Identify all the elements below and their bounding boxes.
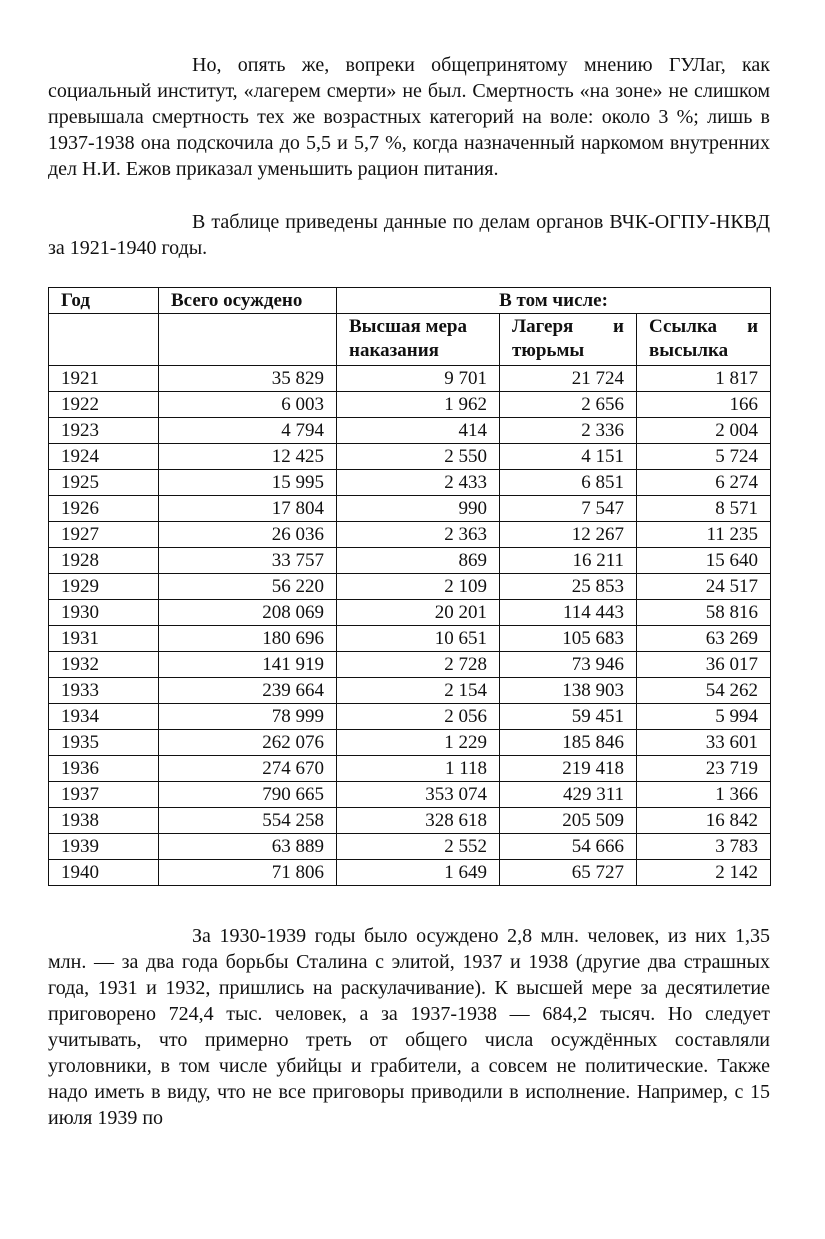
cell-exile: 33 601: [637, 730, 771, 756]
cell-camps: 21 724: [500, 366, 637, 392]
table-row: [49, 808, 771, 834]
cell-exile: 16 842: [637, 808, 771, 834]
table-row: [49, 600, 771, 626]
paragraph-gulag-mortality: Но, опять же, вопреки общепринятому мнению ГУЛаг, как социальный институт, «лагерем смерти» не был. Смертность «на зоне» не слишком превышала смертность тех же возрастных категорий на воле: около 3 %; лишь в 1937-1938 она подскочила до 5,5 и 5,7 %, когда назначенный наркомом внутренних дел Н.И. Ежов приказал уменьшить рацион питания.: [48, 54, 770, 180]
header-total: Всего осуждено: [159, 288, 337, 314]
cell-exile: 5 994: [637, 704, 771, 730]
cell-year: 1925: [49, 470, 159, 496]
cell-death: 1 962: [337, 392, 500, 418]
cell-total: 12 425: [159, 444, 337, 470]
cell-total: 78 999: [159, 704, 337, 730]
header-exile-line2: высылка: [649, 340, 729, 361]
cell-exile: 6 274: [637, 470, 771, 496]
cell-exile: 3 783: [637, 834, 771, 860]
header-death-penalty-line1: Высшая мера: [349, 316, 467, 337]
cell-exile: 2 004: [637, 418, 771, 444]
cell-year: 1929: [49, 574, 159, 600]
cell-exile: 63 269: [637, 626, 771, 652]
header-death-penalty-line2: наказания: [349, 340, 439, 361]
subheader-empty-total: [159, 314, 337, 366]
table-row: [49, 392, 771, 418]
cell-year: 1932: [49, 652, 159, 678]
subheader-empty-year: [49, 314, 159, 366]
table-row: [49, 860, 771, 886]
cell-camps: 429 311: [500, 782, 637, 808]
cell-total: 6 003: [159, 392, 337, 418]
cell-total: 262 076: [159, 730, 337, 756]
cell-death: 2 728: [337, 652, 500, 678]
cell-exile: 15 640: [637, 548, 771, 574]
table-subheader-row: [49, 314, 771, 366]
cell-year: 1923: [49, 418, 159, 444]
table-row: [49, 626, 771, 652]
cell-total: 4 794: [159, 418, 337, 444]
cell-year: 1927: [49, 522, 159, 548]
cell-death: 9 701: [337, 366, 500, 392]
cell-death: 1 649: [337, 860, 500, 886]
table-row: [49, 418, 771, 444]
cell-total: 33 757: [159, 548, 337, 574]
header-camps-line2: тюрьмы: [512, 340, 585, 361]
cell-camps: 205 509: [500, 808, 637, 834]
header-exile: [637, 314, 771, 366]
cell-death: 869: [337, 548, 500, 574]
cell-year: 1928: [49, 548, 159, 574]
table-row: [49, 730, 771, 756]
paragraph-analysis: За 1930-1939 годы было осуждено 2,8 млн. человек, из них 1,35 млн. — за два года борьбы Сталина с элитой, 1937 и 1938 (другие два страшных года, 1931 и 1932, пришлись на раскулачивание). К высшей мере за десятилетие приговорено 724,4 тыс. человек, а за 1937-1938 — 684,2 тысяч. Но следует учитывать, что примерно треть от общего числа осуждённых составляли уголовники, в том числе убийцы и грабители, а совсем не политические. Также надо иметь в виду, что не все приговоры приводили в исполнение. Например, с 15 июля 1939 по: [48, 925, 770, 1129]
cell-year: 1937: [49, 782, 159, 808]
header-exile-and: и: [747, 316, 759, 337]
table-row: [49, 444, 771, 470]
table-row: [49, 834, 771, 860]
cell-total: 141 919: [159, 652, 337, 678]
cell-death: 2 433: [337, 470, 500, 496]
cell-total: 35 829: [159, 366, 337, 392]
cell-exile: 2 142: [637, 860, 771, 886]
cell-exile: 166: [637, 392, 771, 418]
cell-exile: 54 262: [637, 678, 771, 704]
cell-total: 208 069: [159, 600, 337, 626]
cell-camps: 25 853: [500, 574, 637, 600]
cell-total: 71 806: [159, 860, 337, 886]
table-header-row: [49, 288, 771, 314]
page-content: [48, 52, 770, 1131]
cell-year: 1934: [49, 704, 159, 730]
header-year: Год: [49, 288, 159, 314]
convictions-table: [48, 287, 771, 886]
cell-death: 990: [337, 496, 500, 522]
cell-year: 1935: [49, 730, 159, 756]
cell-year: 1926: [49, 496, 159, 522]
cell-camps: 65 727: [500, 860, 637, 886]
table-row: [49, 548, 771, 574]
cell-death: 20 201: [337, 600, 500, 626]
header-camps-prisons: [500, 314, 637, 366]
cell-year: 1936: [49, 756, 159, 782]
cell-year: 1938: [49, 808, 159, 834]
cell-camps: 6 851: [500, 470, 637, 496]
table-row: [49, 496, 771, 522]
cell-camps: 138 903: [500, 678, 637, 704]
paragraph-table-intro: В таблице приведены данные по делам органов ВЧК-ОГПУ-НКВД за 1921-1940 годы.: [48, 211, 770, 259]
cell-year: 1930: [49, 600, 159, 626]
cell-death: 1 118: [337, 756, 500, 782]
cell-camps: 114 443: [500, 600, 637, 626]
cell-death: 353 074: [337, 782, 500, 808]
cell-death: 10 651: [337, 626, 500, 652]
cell-total: 26 036: [159, 522, 337, 548]
cell-exile: 1 366: [637, 782, 771, 808]
cell-camps: 2 656: [500, 392, 637, 418]
cell-exile: 36 017: [637, 652, 771, 678]
cell-death: 328 618: [337, 808, 500, 834]
cell-death: 1 229: [337, 730, 500, 756]
cell-exile: 23 719: [637, 756, 771, 782]
cell-total: 239 664: [159, 678, 337, 704]
cell-year: 1931: [49, 626, 159, 652]
cell-camps: 2 336: [500, 418, 637, 444]
header-camps-line1: Лагеря: [512, 316, 574, 337]
cell-total: 63 889: [159, 834, 337, 860]
cell-camps: 16 211: [500, 548, 637, 574]
header-including: В том числе:: [337, 288, 771, 314]
table-row: [49, 704, 771, 730]
cell-total: 554 258: [159, 808, 337, 834]
cell-death: 2 550: [337, 444, 500, 470]
cell-death: 2 154: [337, 678, 500, 704]
header-camps-and: и: [613, 316, 624, 337]
table-row: [49, 756, 771, 782]
cell-total: 274 670: [159, 756, 337, 782]
cell-camps: 219 418: [500, 756, 637, 782]
cell-year: 1921: [49, 366, 159, 392]
cell-total: 15 995: [159, 470, 337, 496]
cell-death: 2 363: [337, 522, 500, 548]
table-row: [49, 470, 771, 496]
cell-year: 1939: [49, 834, 159, 860]
cell-exile: 8 571: [637, 496, 771, 522]
cell-total: 17 804: [159, 496, 337, 522]
cell-total: 180 696: [159, 626, 337, 652]
cell-camps: 7 547: [500, 496, 637, 522]
cell-camps: 73 946: [500, 652, 637, 678]
header-death-penalty: [337, 314, 500, 366]
cell-year: 1922: [49, 392, 159, 418]
cell-total: 790 665: [159, 782, 337, 808]
cell-camps: 12 267: [500, 522, 637, 548]
table-row: [49, 574, 771, 600]
cell-death: 2 552: [337, 834, 500, 860]
cell-camps: 59 451: [500, 704, 637, 730]
cell-exile: 58 816: [637, 600, 771, 626]
table-row: [49, 652, 771, 678]
cell-death: 414: [337, 418, 500, 444]
cell-exile: 24 517: [637, 574, 771, 600]
table-row: [49, 366, 771, 392]
table-row: [49, 678, 771, 704]
cell-camps: 105 683: [500, 626, 637, 652]
cell-exile: 11 235: [637, 522, 771, 548]
table-body: [49, 366, 771, 886]
cell-year: 1924: [49, 444, 159, 470]
table-row: [49, 522, 771, 548]
cell-exile: 5 724: [637, 444, 771, 470]
header-exile-line1: Ссылка: [649, 316, 718, 337]
cell-year: 1940: [49, 860, 159, 886]
cell-exile: 1 817: [637, 366, 771, 392]
cell-total: 56 220: [159, 574, 337, 600]
cell-death: 2 056: [337, 704, 500, 730]
table-row: [49, 782, 771, 808]
cell-year: 1933: [49, 678, 159, 704]
cell-camps: 185 846: [500, 730, 637, 756]
cell-camps: 54 666: [500, 834, 637, 860]
cell-camps: 4 151: [500, 444, 637, 470]
cell-death: 2 109: [337, 574, 500, 600]
